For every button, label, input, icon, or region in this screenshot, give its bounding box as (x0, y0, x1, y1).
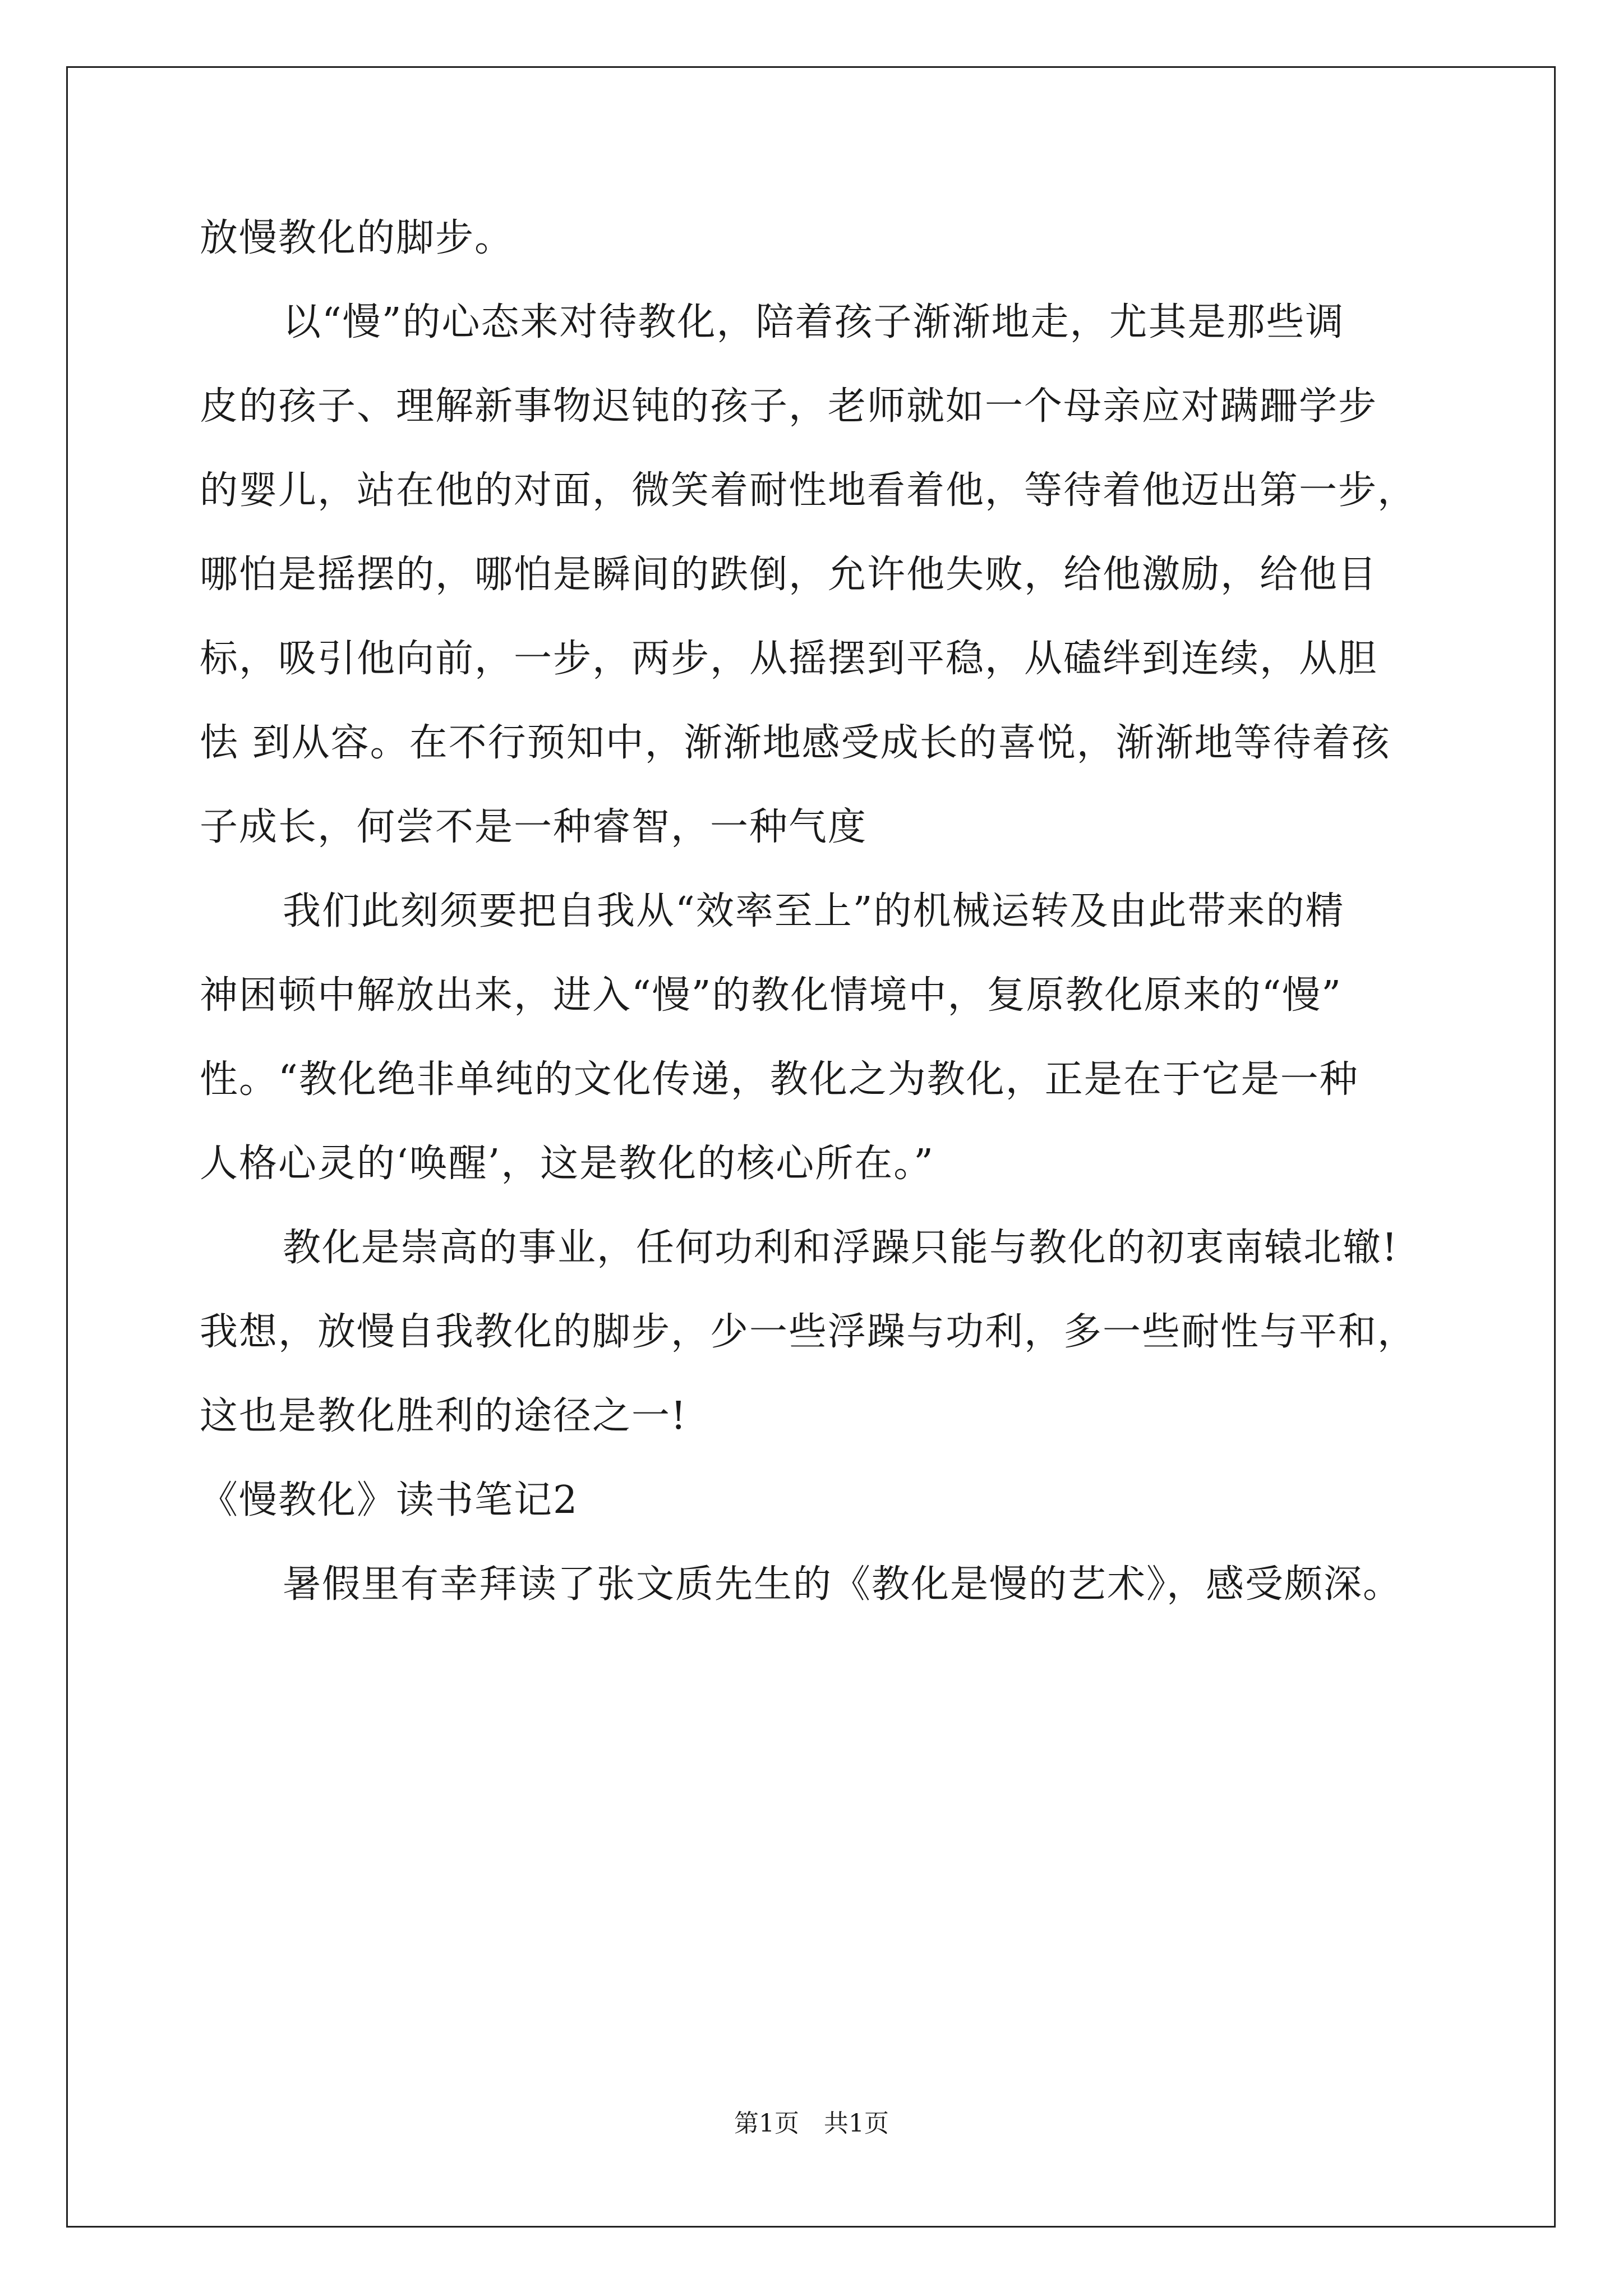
text-line: 人格心灵的‘唤醒’，这是教化的核心所在。” (200, 1142, 934, 1186)
text-line: 以“慢”的心态来对待教化，陪着孩子渐渐地走，尤其是那些调 (283, 300, 1345, 344)
text-line: 我们此刻须要把自我从“效率至上”的机械运转及由此带来的精 (283, 889, 1345, 933)
text-line: 这也是教化胜利的途径之一! (200, 1394, 688, 1438)
text-line: 放慢教化的脚步。 (200, 216, 514, 260)
text-line: 的婴儿，站在他的对面，微笑着耐性地看着他，等待着他迈出第一步， (200, 468, 1417, 513)
text-line: 教化是崇高的事业，任何功利和浮躁只能与教化的初衷南辕北辙! (283, 1226, 1399, 1270)
text-line: 子成长，何尝不是一种睿智，一种气度 (200, 805, 868, 849)
text-line: 怯 到从容。在不行预知中，渐渐地感受成长的喜悦，渐渐地等待着孩 (200, 721, 1391, 765)
section-heading: 《慢教化》读书笔记2 (200, 1478, 579, 1522)
text-line: 标，吸引他向前，一步，两步，从摇摆到平稳，从磕绊到连续，从胆 (200, 637, 1378, 681)
text-line: 神困顿中解放出来，进入“慢”的教化情境中，复原教化原来的“慢” (200, 973, 1343, 1018)
text-line: 哪怕是摇摆的，哪怕是瞬间的跌倒，允许他失败，给他激励，给他目 (200, 553, 1378, 597)
text-line: 皮的孩子、理解新事物迟钝的孩子，老师就如一个母亲应对蹒跚学步 (200, 384, 1378, 429)
text-line: 我想，放慢自我教化的脚步，少一些浮躁与功利，多一些耐性与平和， (200, 1310, 1417, 1354)
page-footer: 第1页 共1页 (734, 2109, 889, 2138)
text-line: 性。“教化绝非单纯的文化传递，教化之为教化，正是在于它是一种 (200, 1057, 1359, 1102)
text-line: 暑假里有幸拜读了张文质先生的《教化是慢的艺术》，感受颇深。 (283, 1562, 1403, 1607)
